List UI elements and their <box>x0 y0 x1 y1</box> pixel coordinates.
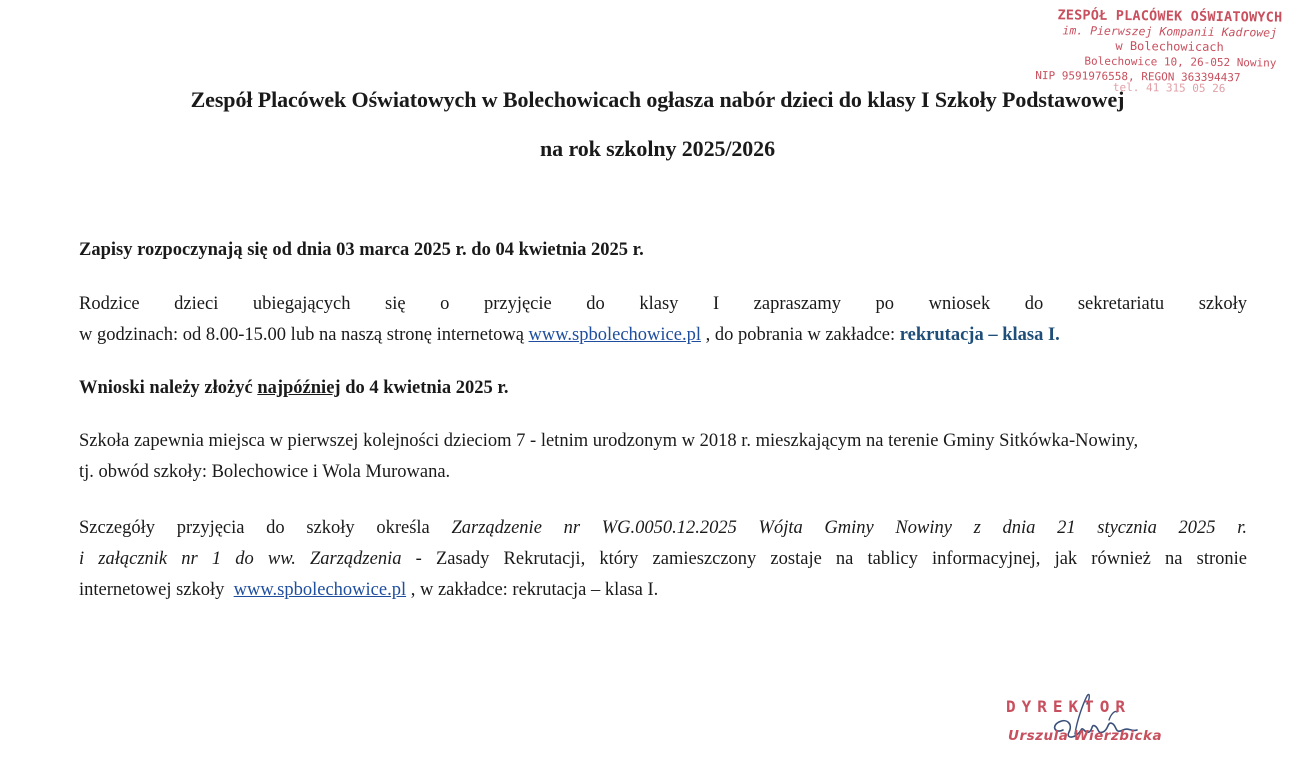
school-website-link[interactable]: www.spbolechowice.pl <box>528 325 701 345</box>
admission-priority-line-1: Szkoła zapewnia miejsca w pierwszej kolejności dzieciom 7 - letnim urodzonym w 2018 r. mieszkającym na terenie Gminy Sitkówka-Nowiny, <box>79 431 1139 451</box>
director-name: Urszula Wierzbicka <box>1008 728 1163 744</box>
enrollment-dates: Zapisy rozpoczynają się od dnia 03 marca 2025 r. do 04 kwietnia 2025 r. <box>79 240 644 260</box>
admission-details-line-2 <box>79 544 1247 575</box>
document-title-line-1: Zespół Placówek Oświatowych w Bolechowicach ogłasza nabór dzieci do klasy I Szkoły Podstawowej <box>190 87 1125 112</box>
admission-details-paragraph <box>79 513 1247 606</box>
institution-stamp <box>1029 8 1310 97</box>
admission-details-line-1 <box>79 513 1247 544</box>
stamp-line-4: Bolechowice 10, 26-052 Nowiny <box>1084 54 1277 70</box>
director-stamp <box>1000 697 1180 744</box>
recruitment-tab-text: , w zakładce: rekrutacja – klasa I. <box>410 580 659 600</box>
attachment-reference: i załącznik nr 1 do ww. Zarządzenia <box>79 549 402 569</box>
office-hours-text: w godzinach: od 8.00-15.00 lub na naszą stronę internetową <box>79 325 524 345</box>
stamp-line-1: ZESPÓŁ PLACÓWEK OŚWIATOWYCH <box>1057 7 1283 26</box>
admission-priority-paragraph <box>79 426 1247 488</box>
school-website-link-2[interactable]: www.spbolechowice.pl <box>233 580 407 600</box>
parents-invitation-line-1: Rodzice dzieci ubiegających się o przyjęcie do klasy I zapraszamy po wniosek do sekretariatu szkoły <box>79 294 1247 314</box>
deadline-emphasis: najpóźniej <box>257 378 341 398</box>
stamp-line-6: tel. 41 315 05 26 <box>1112 80 1226 96</box>
document-title-line-2: na rok szkolny 2025/2026 <box>540 136 775 161</box>
download-tab-text: , do pobrania w zakładce: <box>705 325 896 345</box>
details-intro-text: Szczegóły przyjęcia do szkoły określa <box>79 518 430 538</box>
admission-priority-line-2: tj. obwód szkoły: Bolechowice i Wola Murowana. <box>79 462 451 482</box>
deadline-paragraph <box>79 373 1247 404</box>
stamp-line-2: im. Pierwszej Kompanii Kadrowej <box>1062 23 1278 40</box>
stamp-line-5: NIP 9591976558, REGON 363394437 <box>1035 69 1241 85</box>
stamp-line-3: w Bolechowicach <box>1115 38 1224 55</box>
deadline-text-after: do 4 kwietnia 2025 r. <box>345 378 509 398</box>
director-title: DYREKTOR <box>1006 697 1132 716</box>
rules-publication-text: - Zasady Rekrutacji, który zamieszczony zostaje na tablicy informacyjnej, jak również na stronie <box>415 549 1247 569</box>
admission-details-line-3 <box>79 575 1247 606</box>
parents-invitation-line-2 <box>79 320 1247 351</box>
parents-invitation-paragraph <box>79 289 1247 351</box>
school-website-label: internetowej szkoły <box>79 580 225 600</box>
regulation-reference: Zarządzenie nr WG.0050.12.2025 Wójta Gminy Nowiny z dnia 21 stycznia 2025 r. <box>451 518 1247 538</box>
deadline-text-before: Wnioski należy złożyć <box>79 378 253 398</box>
recruitment-tab-label: rekrutacja – klasa I. <box>899 325 1060 345</box>
